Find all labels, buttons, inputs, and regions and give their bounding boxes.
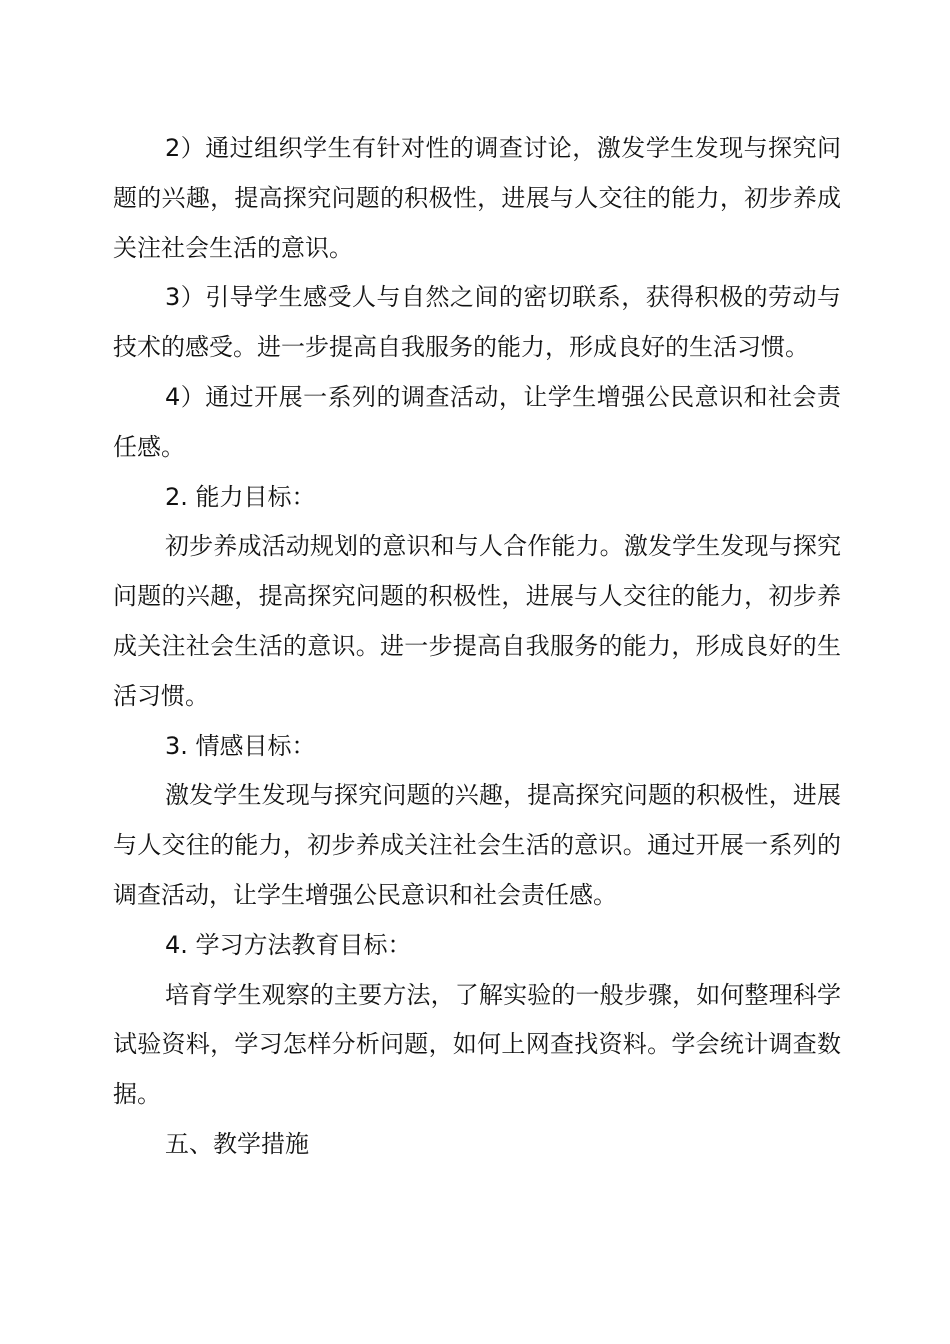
heading-learning-method-goals: 4. 学习方法教育目标： bbox=[165, 930, 412, 959]
paragraph-emotion-goals: 激发学生发现与探究问题的兴趣，提高探究问题的积极性，进展与人交往的能力，初步养成关注社会生活的意识。通过开展一系列的调查活动，让学生增强公民意识和社会责任感。 bbox=[113, 781, 841, 909]
document-body bbox=[113, 124, 841, 1170]
paragraph-ability-goals: 初步养成活动规划的意识和与人合作能力。激发学生发现与探究问题的兴趣，提高探究问题的积极性，进展与人交往的能力，初步养成关注社会生活的意识。进一步提高自我服务的能力，形成良好的生活习惯。 bbox=[113, 532, 841, 710]
heading-teaching-measures: 五、教学措施 bbox=[165, 1129, 309, 1158]
paragraph-goal-2: 2）通过组织学生有针对性的调查讨论，激发学生发现与探究问题的兴趣，提高探究问题的积极性，进展与人交往的能力，初步养成关注社会生活的意识。 bbox=[113, 134, 841, 262]
paragraph-goal-4: 4）通过开展一系列的调查活动，让学生增强公民意识和社会责任感。 bbox=[113, 382, 841, 461]
heading-emotion-goals: 3. 情感目标： bbox=[165, 731, 316, 760]
heading-ability-goals: 2. 能力目标： bbox=[165, 482, 316, 511]
paragraph-learning-method-goals: 培育学生观察的主要方法，了解实验的一般步骤，如何整理科学试验资料，学习怎样分析问题，如何上网查找资料。学会统计调查数据。 bbox=[113, 980, 841, 1109]
paragraph-goal-3: 3）引导学生感受人与自然之间的密切联系，获得积极的劳动与技术的感受。进一步提高自我服务的能力，形成良好的生活习惯。 bbox=[113, 283, 841, 362]
